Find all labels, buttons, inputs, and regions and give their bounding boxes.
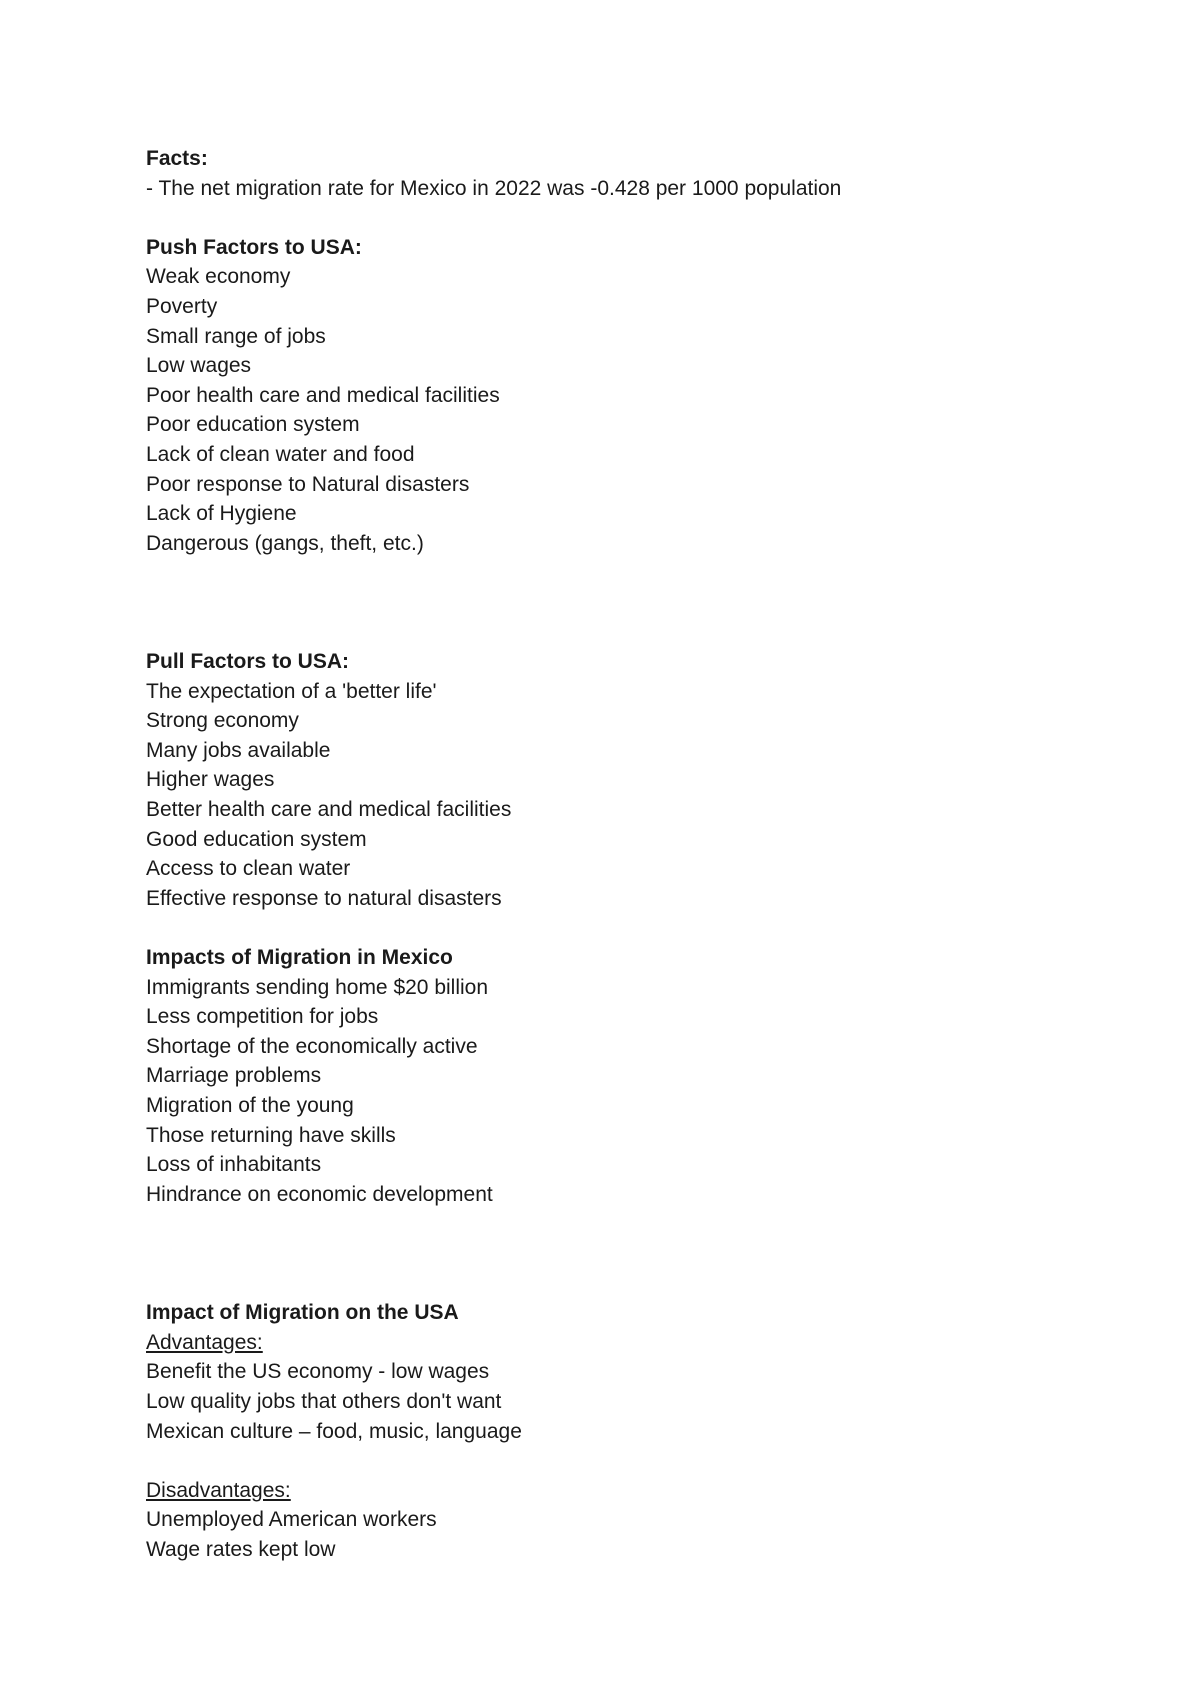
impacts-mexico-section [146, 943, 1126, 1209]
list-item: Migration of the young [146, 1094, 354, 1118]
list-item: Benefit the US economy - low wages [146, 1360, 490, 1384]
list-item: Many jobs available [146, 738, 331, 762]
list-item: Weak economy [146, 265, 291, 289]
push-factors-list [146, 262, 1126, 558]
list-item: Dangerous (gangs, theft, etc.) [146, 531, 424, 555]
list-item: Those returning have skills [146, 1123, 396, 1147]
list-item: Low quality jobs that others don't want [146, 1389, 502, 1413]
disadvantages-list [146, 1505, 1126, 1564]
list-item: Marriage problems [146, 1064, 322, 1088]
spacer [146, 558, 1126, 647]
spacer [146, 913, 1126, 943]
list-item: Poverty [146, 294, 218, 318]
list-item: Unemployed American workers [146, 1508, 437, 1532]
facts-heading: Facts: [146, 147, 208, 170]
impact-usa-heading: Impact of Migration on the USA [146, 1301, 459, 1325]
pull-factors-heading: Pull Factors to USA: [146, 650, 350, 674]
impacts-mexico-heading: Impacts of Migration in Mexico [146, 946, 453, 970]
list-item: Good education system [146, 827, 367, 851]
list-item: Strong economy [146, 709, 299, 733]
list-item: Poor health care and medical facilities [146, 383, 500, 407]
push-factors-heading: Push Factors to USA: [146, 235, 362, 259]
list-item: Higher wages [146, 768, 275, 792]
list-item: Lack of Hygiene [146, 502, 297, 526]
impact-usa-section [146, 1298, 1126, 1564]
list-item: Small range of jobs [146, 324, 326, 348]
list-item: Effective response to natural disasters [146, 886, 502, 910]
pull-factors-section [146, 647, 1126, 913]
advantages-label: Advantages: [146, 1330, 263, 1354]
list-item: Wage rates kept low [146, 1537, 336, 1561]
disadvantages-label: Disadvantages: [146, 1478, 291, 1502]
list-item: Access to clean water [146, 857, 351, 881]
facts-list [146, 174, 1126, 204]
document-body [146, 144, 1126, 1565]
list-item: Better health care and medical facilities [146, 798, 512, 822]
list-item: Poor education system [146, 413, 360, 437]
push-factors-section [146, 233, 1126, 559]
list-item: Shortage of the economically active [146, 1034, 478, 1058]
list-item: Immigrants sending home $20 billion [146, 975, 489, 999]
advantages-list [146, 1357, 1126, 1446]
list-item: Hindrance on economic development [146, 1182, 493, 1206]
list-item: Poor response to Natural disasters [146, 472, 470, 496]
list-item: Less competition for jobs [146, 1005, 379, 1029]
spacer [146, 203, 1126, 233]
facts-section [146, 144, 1126, 203]
list-item: Low wages [146, 354, 252, 378]
pull-factors-list [146, 677, 1126, 914]
list-item: - The net migration rate for Mexico in 2022 was -0.428 per 1000 population [146, 176, 842, 200]
list-item: The expectation of a 'better life' [146, 679, 437, 703]
impacts-mexico-list [146, 973, 1126, 1210]
spacer [146, 1446, 1126, 1476]
list-item: Loss of inhabitants [146, 1153, 322, 1177]
spacer [146, 1209, 1126, 1298]
list-item: Lack of clean water and food [146, 442, 415, 466]
list-item: Mexican culture – food, music, language [146, 1419, 522, 1443]
